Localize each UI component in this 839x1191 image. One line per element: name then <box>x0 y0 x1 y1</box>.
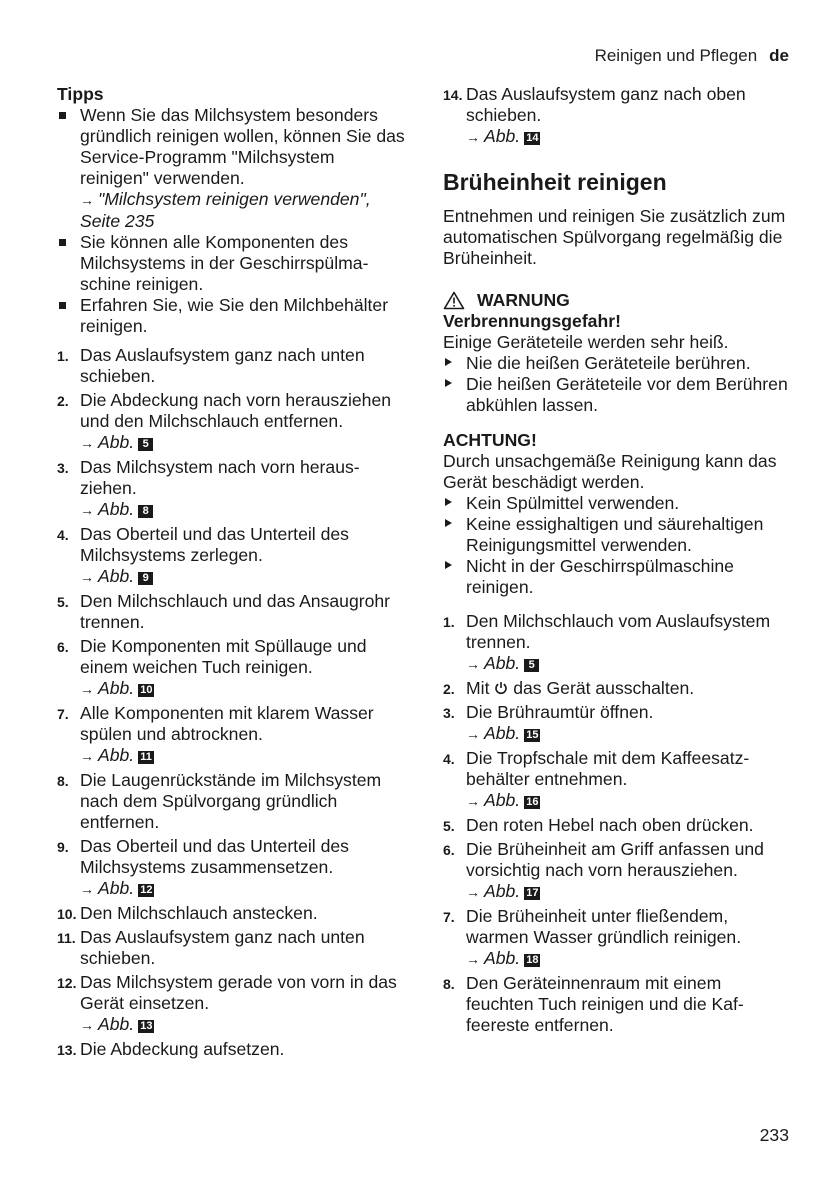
figure-number-badge: 12 <box>140 884 153 896</box>
figure-reference[interactable] <box>80 678 407 700</box>
step-number: 14. <box>443 87 463 103</box>
figure-number-badge: 5 <box>138 438 153 451</box>
caution-item-text: Kein Spülmittel verwenden. <box>466 493 680 513</box>
step-number: 6. <box>443 842 455 858</box>
arrow-icon: → <box>80 748 94 764</box>
step-text: Das Oberteil und das Unterteil des Milchsystems zusammensetzen. <box>80 836 349 877</box>
figure-ref-label: Abb. <box>484 790 521 810</box>
figure-reference[interactable] <box>466 653 793 675</box>
step-item <box>57 836 407 900</box>
figure-ref-label: Abb. <box>98 499 135 519</box>
step-text: Den Milchschlauch anstecken. <box>80 903 318 923</box>
step-item <box>57 524 407 588</box>
figure-ref-label: Abb. <box>98 1014 135 1034</box>
step-number: 7. <box>443 909 455 925</box>
step-number: 2. <box>443 681 455 697</box>
step-number: 2. <box>57 393 69 409</box>
caution-item <box>443 556 793 598</box>
triangle-bullet-icon <box>445 379 452 387</box>
step-number: 6. <box>57 639 69 655</box>
figure-ref-label: Abb. <box>484 948 521 968</box>
warning-triangle-icon <box>443 291 465 310</box>
arrow-icon: → <box>466 884 480 900</box>
step-number: 3. <box>443 705 455 721</box>
figure-reference[interactable] <box>466 881 793 903</box>
figure-reference[interactable] <box>80 566 407 588</box>
bullet-square-icon <box>59 239 66 246</box>
section-title: Reinigen und Pflegen <box>594 46 758 65</box>
step-text: Die Brühraumtür öffnen. <box>466 702 654 722</box>
figure-number-badge: 14 <box>526 132 539 144</box>
figure-ref-label: Abb. <box>98 678 135 698</box>
figure-reference[interactable] <box>466 948 793 970</box>
step-text: Den Milchschlauch vom Auslaufsystem trennen. <box>466 611 771 652</box>
step-item <box>57 927 407 969</box>
step-text: Den Geräteinnenraum mit einem feuchten Tuch reinigen und die Kaffeereste entfernen. <box>466 973 744 1035</box>
figure-number-badge: 13 <box>140 1020 153 1032</box>
step-item <box>57 770 407 833</box>
figure-reference[interactable] <box>80 432 407 454</box>
tip-text: Sie können alle Komponenten des Milchsystems in der Geschirrspülmaschine reinigen. <box>80 232 369 294</box>
right-column <box>443 84 793 1036</box>
step-number: 1. <box>443 614 455 630</box>
step-number: 4. <box>443 751 455 767</box>
step-text: Den roten Hebel nach oben drücken. <box>466 815 754 835</box>
step-text: Den Milchschlauch und das Ansaugrohr trennen. <box>80 591 391 632</box>
caution-title: ACHTUNG! <box>443 430 537 450</box>
step-text: Alle Komponenten mit klarem Wasser spülen und abtrocknen. <box>80 703 374 744</box>
figure-number-badge: 17 <box>526 887 539 899</box>
step-text: Die Komponenten mit Spüllauge und einem weichen Tuch reinigen. <box>80 636 367 677</box>
figure-ref-label: Abb. <box>484 881 521 901</box>
step-text: Die Abdeckung aufsetzen. <box>80 1039 285 1059</box>
step-text: Die Brüheinheit am Griff anfassen und vorsichtig nach vorn herausziehen. <box>466 839 764 880</box>
caution-item-text: Nicht in der Geschirrspülmaschine reinigen. <box>466 556 734 597</box>
tip-text: Erfahren Sie, wie Sie den Milchbehälter reinigen. <box>80 295 389 336</box>
intro-paragraph: Entnehmen und reinigen Sie zusätzlich zum automatischen Spülvorgang regelmäßig die Brüheinheit. <box>443 206 786 268</box>
warning-item-text: Nie die heißen Geräteteile berühren. <box>466 353 751 373</box>
figure-ref-label: Abb. <box>98 745 135 765</box>
arrow-icon: → <box>80 192 94 208</box>
step-item <box>443 84 793 148</box>
caution-text: Durch unsachgemäße Reinigung kann das Gerät beschädigt werden. <box>443 451 777 492</box>
tip-item <box>57 295 407 337</box>
step-item <box>57 972 407 1036</box>
section-heading: Brüheinheit reinigen <box>443 169 667 195</box>
warning-item <box>443 374 793 416</box>
figure-reference[interactable] <box>80 745 407 767</box>
caution-item-text: Keine essighaltigen und säurehaltigen Reinigungsmittel verwenden. <box>466 514 764 555</box>
step-text: Die Abdeckung nach vorn herausziehen und den Milchschlauch entfernen. <box>80 390 392 431</box>
step-number: 3. <box>57 460 69 476</box>
step-item <box>443 973 793 1036</box>
step-text: Die Laugenrückstände im Milchsystem nach dem Spülvorgang gründlich entfernen. <box>80 770 382 832</box>
running-header <box>595 46 789 66</box>
step-number: 7. <box>57 706 69 722</box>
step-text: Die Tropfschale mit dem Kaffeesatzbehälter entnehmen. <box>466 748 750 789</box>
step-number: 9. <box>57 839 69 855</box>
step-text: Das Oberteil und das Unterteil des Milchsystems zerlegen. <box>80 524 349 565</box>
caution-item <box>443 493 793 514</box>
step-item <box>57 457 407 521</box>
step-item <box>443 906 793 970</box>
cross-reference[interactable] <box>80 189 407 232</box>
arrow-icon: → <box>80 881 94 897</box>
step-number: 13. <box>57 1042 77 1058</box>
figure-number-badge: 8 <box>138 505 153 518</box>
arrow-icon: → <box>80 1017 94 1033</box>
step-item <box>57 1039 407 1060</box>
triangle-bullet-icon <box>445 519 452 527</box>
step-number: 8. <box>443 976 455 992</box>
figure-number-badge: 15 <box>526 729 539 741</box>
left-column <box>57 84 407 1060</box>
figure-number-badge: 18 <box>526 954 539 966</box>
figure-ref-label: Abb. <box>98 566 135 586</box>
step-number: 11. <box>57 930 76 946</box>
step-number: 8. <box>57 773 69 789</box>
triangle-bullet-icon <box>445 358 452 366</box>
warning-item <box>443 353 793 374</box>
figure-number-badge: 10 <box>140 684 153 696</box>
step-number: 5. <box>443 818 455 834</box>
figure-ref-label: Abb. <box>98 878 135 898</box>
warning-subtitle: Verbrennungsgefahr! <box>443 311 621 331</box>
tip-item <box>57 232 407 295</box>
power-icon <box>494 681 508 695</box>
arrow-icon: → <box>466 129 480 145</box>
page-number: 233 <box>759 1125 789 1145</box>
bullet-square-icon <box>59 112 66 119</box>
step-text: Das Auslaufsystem ganz nach oben schieben. <box>466 84 746 125</box>
warning-text: Einige Geräteteile werden sehr heiß. <box>443 332 729 352</box>
tip-text: Wenn Sie das Milchsystem besonders gründlich reinigen wollen, können Sie das Service-Programm "Milchsystem reinigen" verwenden. <box>80 105 405 188</box>
arrow-icon: → <box>80 435 94 451</box>
figure-number-badge: 11 <box>140 751 152 763</box>
brewing-unit-steps <box>443 611 793 1036</box>
step-text: das Gerät ausschalten. <box>513 678 695 698</box>
step-item <box>443 678 793 699</box>
figure-reference[interactable] <box>80 499 407 521</box>
warning-item-text: Die heißen Geräteteile vor dem Berühren abkühlen lassen. <box>466 374 788 415</box>
figure-ref-label: Abb. <box>484 723 521 743</box>
figure-ref-label: Abb. <box>484 126 521 146</box>
step-item <box>57 703 407 767</box>
step-text: Das Auslaufsystem ganz nach unten schieben. <box>80 927 365 968</box>
step-text: Die Brüheinheit unter fließendem, warmen Wasser gründlich reinigen. <box>466 906 742 947</box>
figure-reference[interactable] <box>80 1014 407 1036</box>
milk-system-steps-continued <box>443 84 793 148</box>
arrow-icon: → <box>466 793 480 809</box>
step-item <box>443 611 793 675</box>
step-text: Das Milchsystem gerade von vorn in das Gerät einsetzen. <box>80 972 397 1013</box>
step-item <box>443 702 793 745</box>
figure-reference[interactable] <box>466 126 793 148</box>
figure-number-badge: 9 <box>138 572 153 585</box>
figure-reference[interactable] <box>466 790 793 812</box>
step-number: 1. <box>57 348 69 364</box>
figure-ref-label: Abb. <box>484 653 521 673</box>
arrow-icon: → <box>466 951 480 967</box>
triangle-bullet-icon <box>445 561 452 569</box>
arrow-icon: → <box>80 502 94 518</box>
step-text: Das Milchsystem nach vorn herausziehen. <box>80 457 360 498</box>
step-number: 4. <box>57 527 69 543</box>
figure-reference[interactable] <box>466 723 793 745</box>
step-item <box>57 345 407 387</box>
arrow-icon: → <box>466 726 480 742</box>
figure-number-badge: 16 <box>526 796 539 808</box>
triangle-bullet-icon <box>445 498 452 506</box>
step-number: 12. <box>57 975 77 991</box>
step-text: Mit <box>466 678 490 698</box>
figure-ref-label: Abb. <box>98 432 135 452</box>
figure-number-badge: 5 <box>524 659 539 672</box>
step-number: 5. <box>57 594 69 610</box>
step-item <box>443 839 793 903</box>
figure-reference[interactable] <box>80 878 407 900</box>
step-item <box>443 815 793 836</box>
step-number: 10. <box>57 906 77 922</box>
caution-item <box>443 514 793 556</box>
bullet-square-icon <box>59 302 66 309</box>
step-text: Das Auslaufsystem ganz nach unten schieben. <box>80 345 365 386</box>
step-item <box>57 903 407 924</box>
tip-item <box>57 105 407 232</box>
arrow-icon: → <box>466 656 480 672</box>
milk-system-steps <box>57 345 407 1060</box>
step-item <box>57 591 407 633</box>
arrow-icon: → <box>80 569 94 585</box>
warning-title <box>443 290 793 311</box>
step-item <box>57 390 407 454</box>
arrow-icon: → <box>80 681 94 697</box>
cross-reference-text: "Milchsystem reinigen verwenden", Seite 235 <box>80 189 371 231</box>
step-item <box>443 748 793 812</box>
warning-label: WARNUNG <box>477 290 570 310</box>
step-item <box>57 636 407 700</box>
tips-heading: Tipps <box>57 84 104 104</box>
language-code: de <box>769 46 789 65</box>
